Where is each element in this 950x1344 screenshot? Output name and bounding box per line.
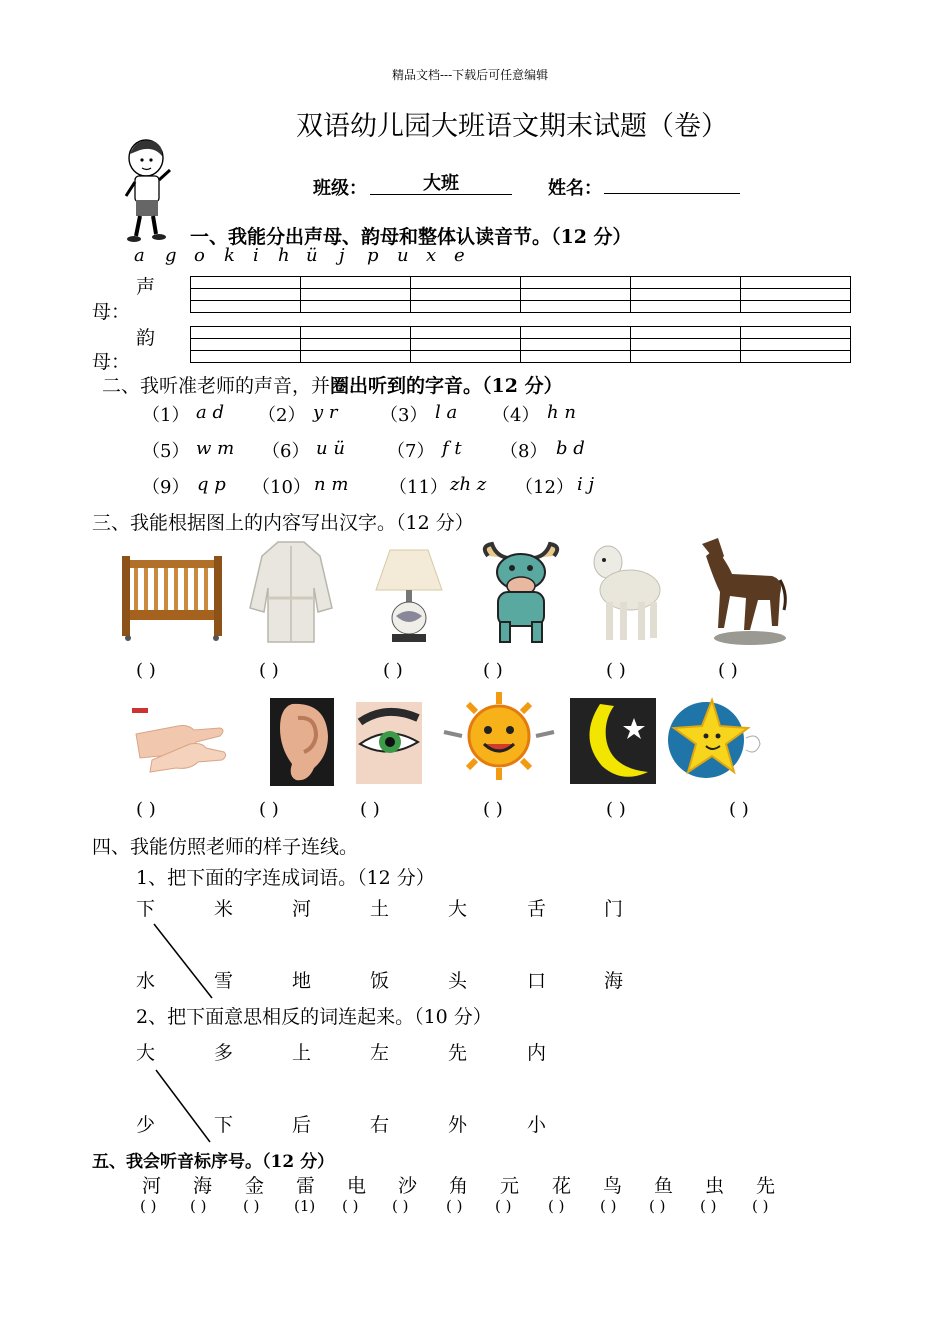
answer-blank[interactable]: ( ) — [606, 660, 626, 681]
order-blank[interactable]: ( ) — [140, 1197, 157, 1215]
word-char[interactable]: 下 — [136, 898, 156, 920]
order-blank[interactable]: ( ) — [190, 1197, 207, 1215]
class-value: 大班 — [423, 173, 459, 194]
section2-title-bold: 圈出听到的字音。（12 分） — [330, 375, 563, 397]
word-char[interactable]: 门 — [604, 898, 624, 920]
order-blank[interactable]: (1) — [294, 1197, 316, 1215]
item-pair[interactable]: f t — [442, 438, 462, 459]
row2-label-top: 韵 — [136, 327, 156, 349]
letter: ü — [306, 245, 318, 266]
word-char[interactable]: 雪 — [214, 970, 234, 992]
letter: x — [426, 245, 437, 266]
word-char[interactable]: 外 — [448, 1114, 468, 1136]
item-pair[interactable]: h n — [547, 402, 576, 423]
word-char[interactable]: 内 — [527, 1042, 547, 1064]
row1-label-top: 声 — [136, 276, 156, 298]
word-char[interactable]: 先 — [448, 1042, 468, 1064]
sound-char: 电 — [347, 1175, 367, 1197]
word-char[interactable]: 后 — [292, 1114, 312, 1136]
item-num: （11） — [389, 477, 448, 498]
word-char[interactable]: 头 — [448, 970, 468, 992]
item-pair[interactable]: zh z — [450, 474, 487, 495]
item-num: （7） — [387, 441, 435, 462]
part2-title: 2、把下面意思相反的词连起来。（10 分） — [136, 1006, 492, 1028]
item-num: （8） — [500, 441, 548, 462]
word-char[interactable]: 土 — [370, 898, 390, 920]
sound-char: 先 — [756, 1175, 776, 1197]
letter: i — [253, 245, 259, 266]
letter: u — [397, 245, 409, 266]
section5-title: 五、我会听音标序号。（12 分） — [92, 1152, 335, 1172]
letter: h — [278, 245, 290, 266]
order-blank[interactable]: ( ) — [243, 1197, 260, 1215]
answer-blank[interactable]: ( ) — [360, 799, 380, 820]
item-pair[interactable]: i j — [577, 474, 595, 495]
word-char[interactable]: 大 — [448, 898, 468, 920]
sound-char: 鸟 — [603, 1175, 623, 1197]
sound-char: 金 — [245, 1175, 265, 1197]
answer-blank[interactable]: ( ) — [718, 660, 738, 681]
item-pair[interactable]: a d — [196, 402, 224, 423]
order-blank[interactable]: ( ) — [392, 1197, 409, 1215]
word-char[interactable]: 下 — [214, 1114, 234, 1136]
sound-char: 花 — [552, 1175, 572, 1197]
item-num: （10） — [252, 477, 311, 498]
order-blank[interactable]: ( ) — [446, 1197, 463, 1215]
item-pair[interactable]: u ü — [316, 438, 345, 459]
sound-char: 元 — [500, 1175, 520, 1197]
row1-label-bottom: 母： — [92, 301, 131, 323]
item-pair[interactable]: b d — [556, 438, 585, 459]
letter: p — [367, 245, 379, 266]
sound-char: 鱼 — [654, 1175, 674, 1197]
word-char[interactable]: 上 — [292, 1042, 312, 1064]
word-char[interactable]: 少 — [136, 1114, 156, 1136]
item-num: （2） — [258, 405, 306, 426]
section1-title: 一、我能分出声母、韵母和整体认读音节。（12 分） — [190, 226, 632, 248]
order-blank[interactable]: ( ) — [752, 1197, 769, 1215]
sound-char: 沙 — [398, 1175, 418, 1197]
sound-char: 角 — [449, 1175, 469, 1197]
section3-title: 三、我能根据图上的内容写出汉字。（12 分） — [92, 512, 474, 534]
word-char[interactable]: 口 — [527, 970, 547, 992]
letter: o — [194, 245, 205, 266]
word-char[interactable]: 大 — [136, 1042, 156, 1064]
sound-char: 海 — [193, 1175, 213, 1197]
letter: e — [454, 245, 465, 266]
answer-blank[interactable]: ( ) — [136, 799, 156, 820]
header-note: 精品文档---下载后可任意编辑 — [392, 68, 549, 82]
letter: a — [134, 245, 145, 266]
answer-blank[interactable]: ( ) — [259, 799, 279, 820]
word-char[interactable]: 米 — [214, 898, 234, 920]
answer-blank[interactable]: ( ) — [259, 660, 279, 681]
answer-blank[interactable]: ( ) — [483, 799, 503, 820]
answer-blank[interactable]: ( ) — [136, 660, 156, 681]
row2-label-bottom: 母： — [92, 351, 131, 373]
item-pair[interactable]: l a — [435, 402, 458, 423]
answer-blank[interactable]: ( ) — [729, 799, 749, 820]
order-blank[interactable]: ( ) — [342, 1197, 359, 1215]
sound-char: 虫 — [705, 1175, 725, 1197]
word-char[interactable]: 地 — [292, 970, 312, 992]
item-num: （4） — [492, 405, 540, 426]
section4-title: 四、我能仿照老师的样子连线。 — [92, 836, 359, 858]
sound-char: 河 — [142, 1175, 162, 1197]
word-char[interactable]: 河 — [292, 898, 312, 920]
section2-title-prefix: 二、我听准老师的声音，并 — [102, 375, 331, 397]
item-num: （5） — [142, 441, 190, 462]
item-num: （1） — [142, 405, 190, 426]
word-char[interactable]: 饭 — [370, 970, 390, 992]
answer-blank[interactable]: ( ) — [606, 799, 626, 820]
class-label: 班级： — [313, 178, 367, 199]
item-pair[interactable]: y r — [313, 402, 338, 423]
item-pair[interactable]: n m — [314, 474, 349, 495]
item-num: （12） — [515, 477, 574, 498]
name-label: 姓名： — [548, 178, 602, 199]
order-blank[interactable]: ( ) — [649, 1197, 666, 1215]
letter: g — [165, 245, 177, 266]
word-char[interactable]: 水 — [136, 970, 156, 992]
order-blank[interactable]: ( ) — [548, 1197, 565, 1215]
order-blank[interactable]: ( ) — [700, 1197, 717, 1215]
item-num: （6） — [262, 441, 310, 462]
answer-blank[interactable]: ( ) — [383, 660, 403, 681]
item-pair[interactable]: w m — [196, 438, 235, 459]
item-num: （9） — [142, 477, 190, 498]
word-char[interactable]: 海 — [604, 970, 624, 992]
sound-char: 雷 — [296, 1175, 316, 1197]
letter: j — [339, 245, 345, 266]
letter: k — [224, 245, 235, 266]
order-blank[interactable]: ( ) — [495, 1197, 512, 1215]
part1-title: 1、把下面的字连成词语。（12 分） — [136, 867, 435, 889]
word-char[interactable]: 舌 — [527, 898, 547, 920]
item-pair[interactable]: q p — [197, 474, 226, 495]
word-char[interactable]: 左 — [370, 1042, 390, 1064]
order-blank[interactable]: ( ) — [600, 1197, 617, 1215]
word-char[interactable]: 右 — [370, 1114, 390, 1136]
page-title: 双语幼儿园大班语文期末试题（卷） — [296, 111, 728, 142]
answer-blank[interactable]: ( ) — [483, 660, 503, 681]
word-char[interactable]: 多 — [214, 1042, 234, 1064]
item-num: （3） — [380, 405, 428, 426]
word-char[interactable]: 小 — [527, 1114, 547, 1136]
